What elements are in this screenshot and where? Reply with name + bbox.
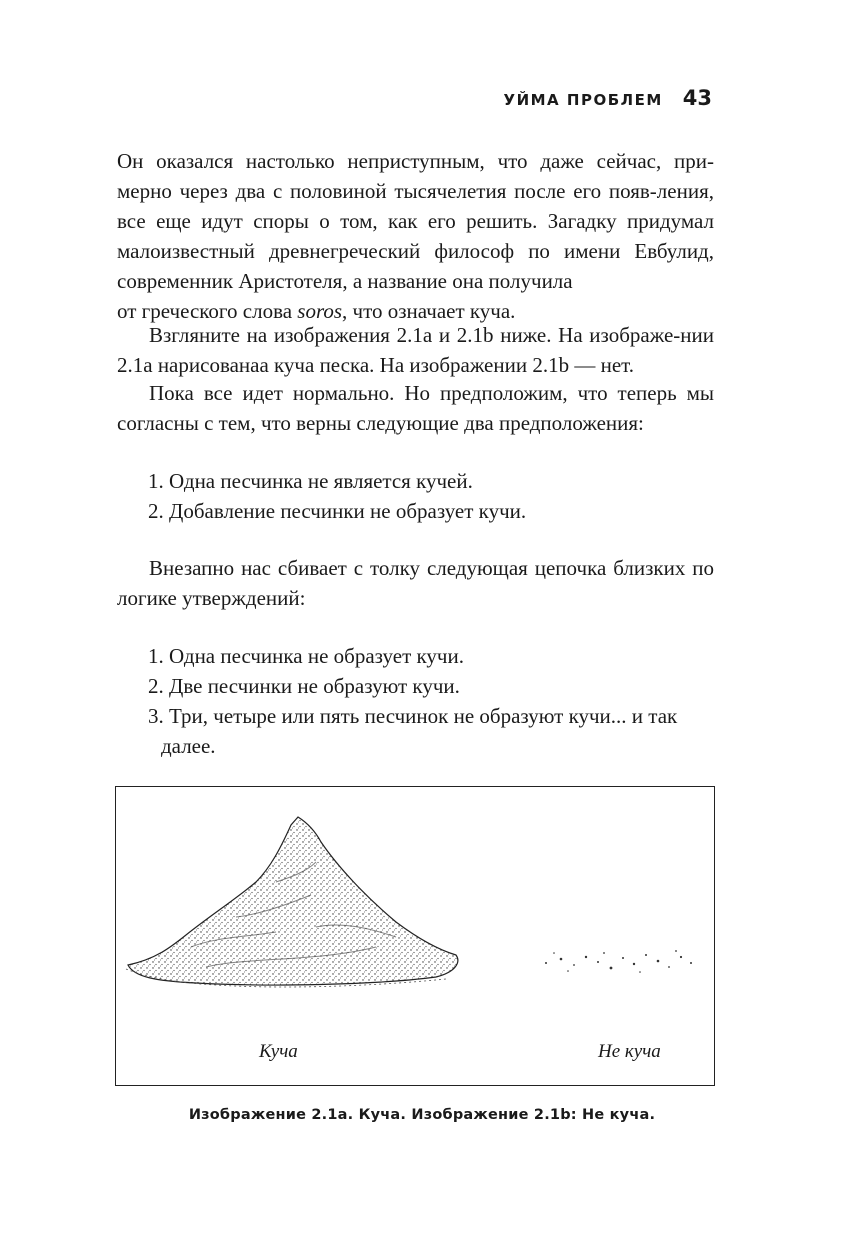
running-head-title: УЙМА ПРОБЛЕМ — [503, 91, 663, 109]
paragraph-1 — [117, 146, 714, 326]
list2-item-2: 2. Две песчинки не образуют кучи. — [148, 674, 460, 698]
list2-item-1: 1. Одна песчинка не образует кучи. — [148, 644, 464, 668]
soros-word: soros — [297, 299, 343, 323]
list2-item-3-cont — [148, 731, 718, 761]
paragraph-4 — [117, 553, 714, 613]
paragraph-3-body: Пока все идет нормально. Но предположим, что теперь мы согласны с тем, что верны следующие два предположения: — [117, 381, 714, 435]
paragraph-1-text-b: , что означает куча. — [342, 299, 516, 323]
paragraph-2-body: Взгляните на изображения 2.1a и 2.1b ниже. На изображе-нии 2.1a нарисованаа куча песка. На изображении 2.1b — нет. — [117, 323, 714, 377]
list2-item-3: 3. Три, четыре или пять песчинок не образуют кучи... и так — [148, 704, 678, 728]
scattered-grains — [545, 950, 692, 973]
sand-heap-drawing — [126, 817, 458, 987]
heap-label: Куча — [259, 1041, 298, 1062]
page-number: 43 — [682, 86, 712, 110]
not-heap-label: Не куча — [598, 1041, 661, 1062]
paragraph-1-body: Он оказался настолько неприступным, что даже сейчас, при-мерно через два с половиной тысячелетия после его появ-ления, все еще идут споры о том, как его решить. Загадку придумал малоизвестный древнегреческий философ по имени Евбулид, современник Аристотеля, а название она получила — [117, 149, 714, 293]
paragraph-3 — [117, 378, 714, 438]
running-head — [504, 86, 712, 110]
list1-item-1: 1. Одна песчинка не является кучей. — [148, 469, 473, 493]
paragraph-2 — [117, 320, 714, 380]
paragraph-1-text-a: от греческого слова — [117, 299, 298, 323]
list2-item-3-continuation: далее. — [161, 734, 216, 758]
list1-item-2: 2. Добавление песчинки не образует кучи. — [148, 499, 527, 523]
figure-sand-heap — [115, 786, 715, 1086]
figure-illustration — [116, 787, 713, 1084]
paragraph-4-body: Внезапно нас сбивает с толку следующая цепочка близких по логике утверждений: — [117, 556, 714, 610]
figure-caption: Изображение 2.1а. Куча. Изображение 2.1b: Не куча. — [188, 1107, 656, 1123]
